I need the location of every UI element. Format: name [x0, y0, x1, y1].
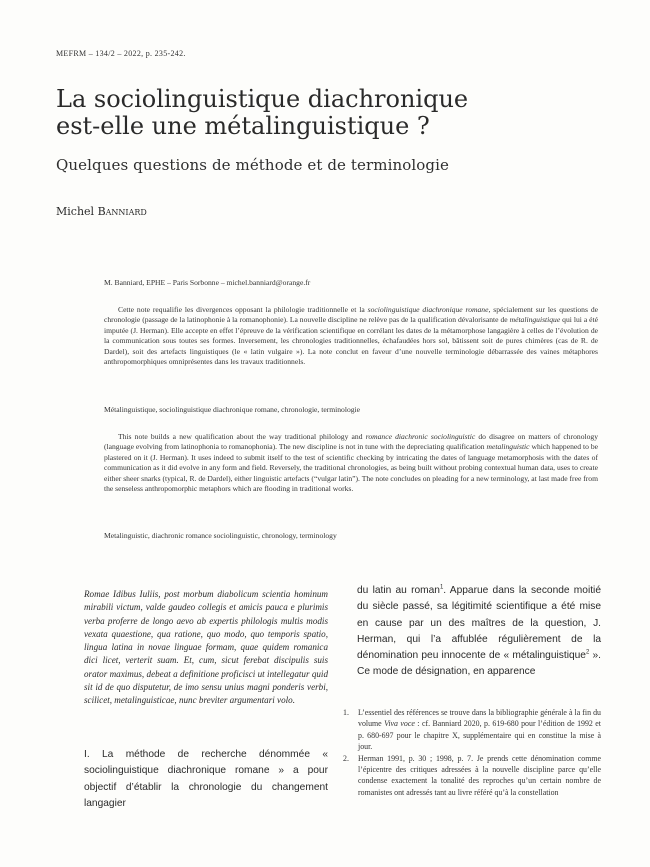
- abstract-english: [104, 432, 598, 494]
- footnote-number: 2.: [343, 753, 349, 763]
- abstract-fr-italic-1: sociolinguistique diachronique romane: [367, 305, 489, 314]
- author-last-name: Banniard: [97, 205, 147, 218]
- body-right-text-3: ». Ce mode de désignation, en apparence: [357, 650, 602, 678]
- abstract-en-italic-1: romance diachronic sociolinguistic: [365, 432, 476, 441]
- journal-reference: MEFRM – 134/2 – 2022, p. 235-242.: [56, 49, 186, 58]
- footnote-number: 1.: [343, 708, 349, 717]
- author-first-name: Michel: [56, 205, 98, 218]
- abstract-en-italic-2: metalinguistic: [486, 442, 530, 452]
- footnote-text: Herman 1991, p. 30 ; 1998, p. 7. Je prends cette dénomination comme l’épicentre des critiques adressées à la nouvelle discipline parce qu’elle condense exactement la tonalité des reproches qu’un certain nombre de romanistes ont adressés tant au livre référé qu’à la constellation: [358, 753, 601, 797]
- body-right-text-1: du latin au roman: [357, 585, 440, 596]
- abstract-fr-text-2: , spécialement sur les questions de chronologie (passage de la latinophonie à la romanophonie). La nouvelle discipline ne relève pas de la qualification dévalorisante de: [104, 305, 598, 325]
- abstract-french: [104, 305, 598, 367]
- article-subtitle: Quelques questions de méthode et de terminologie: [56, 156, 449, 174]
- keywords-french: Métalinguistique, sociolinguistique diachronique romane, chronologie, terminologie: [104, 405, 361, 414]
- footnote-text: : cf. Banniard 2020, p. 619-680 pour l’édition de 1992 et p. 680-697 pour le chapitre X, supplémentaire qui en constitue la mise à jour.: [358, 719, 601, 752]
- footnote-1: [343, 707, 601, 753]
- footnote-ref-1[interactable]: 1: [439, 584, 444, 591]
- abstract-fr-text-3: qui lui a été imputée (J. Herman). Elle accepte en effet l’épreuve de la vérification scientifique en corrélant les dates de la métamorphose langagière à celles de l’évolution de la communication sous toutes ses formes. Inversement, les chronologies traditionnelles, échafaudées hors sol, bâtissent soit de pures chimères (cas de R. de Dardel), soit des artefacts linguistiques (le « latin vulgaire »). La note conclut en faveur d’une nouvelle terminologie débarrassée des vaines métaphores anthropomorphiques omniprésentes dans les travaux traditionnels.: [104, 315, 598, 367]
- footnote-2: [343, 753, 601, 799]
- body-paragraph-right: [357, 583, 601, 681]
- body-right-text-2: . Apparue dans la seconde moitié du siècle passé, sa légitimité scientifique a été mise en cause par un des maîtres de la question, J. Herman, qui l’a affublée régulièrement de la dénomination peu innocente de « métalinguistique: [357, 585, 601, 662]
- footnote-text: L’essentiel des références se trouve dans la bibliographie générale à la fin du volume: [358, 708, 601, 729]
- abstract-en-text-2: do disagree on matters of chronology (language evolving from latinophonia to romanophonia). The new discipline is not in tune with the depreciating qualification: [104, 432, 598, 452]
- article-title: [56, 86, 576, 140]
- author-affiliation: M. Banniard, EPHE – Paris Sorbonne – michel.banniard@orange.fr: [104, 278, 311, 287]
- body-paragraph-left: I. La méthode de recherche dénommée « sociolinguistique diachronique romane » a pour objectif d’établir la chronologie du changement langagier: [84, 749, 328, 809]
- keywords-english: Metalinguistic, diachronic romance sociolinguistic, chronology, terminology: [104, 531, 337, 540]
- abstract-fr-italic-2: métalinguistique: [509, 315, 561, 325]
- title-line-2: est-elle une métalinguistique ?: [56, 112, 430, 140]
- title-line-1: La sociolinguistique diachronique: [56, 85, 469, 113]
- footnotes: [343, 707, 601, 798]
- footnote-italic: Viva voce: [384, 719, 415, 729]
- abstract-en-text-3: which happened to be plastered on it (J. Herman). It uses indeed to submit itself to the test of scientific checking by intricating the dates of language metamorphosis with the dates of communication as it did evolve in any form and field. Reversely, the traditional chronologies, as being built without probing contextual human data, uses to create either sheer snarks (typical, R. de Dardel), either linguistic artefacts (“vulgar latin”). The note concludes on pleading for a new terminology, at last made free from the senseless anthropomorphic metaphors which are flooding in traditional works.: [104, 442, 598, 494]
- latin-epigraph: Romae Idibus Iuliis, post morbum diabolicum scientia hominum mirabili victum, valde gaudeo collegis et amicis pauca e plurimis verba proferre de longo aevo ab expertis philologis multis modis vexata quaestione, qua ratione, quo modo, quo temporis spatio, lingua latina in novae linguae formam, quae quidem romanica dici licet, verterit suam. Et, cum, sicut ferebat discipulis suis orator maximus, debeat a definitione proficisci ut intellegatur quid sit id de quo disputetur, de imo sensu unius magni ponderis verbi, scilicet, metalinguisticae, nunc breviter argumentari volo.: [84, 589, 328, 705]
- footnote-ref-2[interactable]: 2: [585, 649, 590, 656]
- author-name: [56, 205, 147, 218]
- abstract-fr-text-1: Cette note requalifie les divergences opposant la philologie traditionnelle et la: [118, 305, 368, 314]
- abstract-en-text-1: This note builds a new qualification about the way traditional philology and: [118, 432, 366, 441]
